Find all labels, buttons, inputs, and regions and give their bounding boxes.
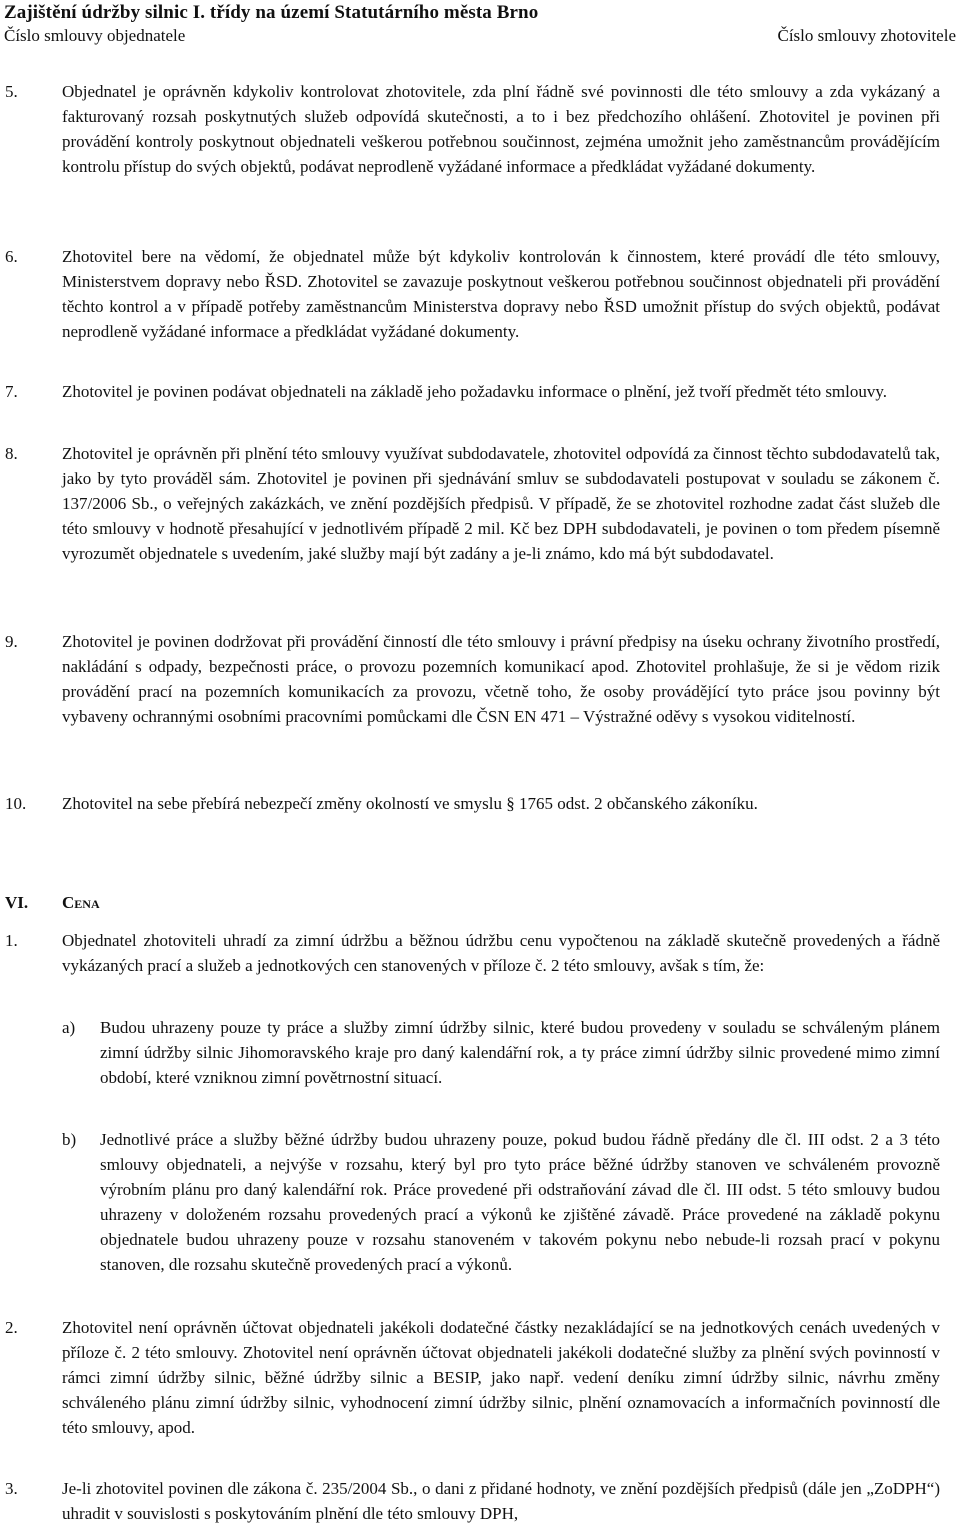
clause-number: 2.	[5, 1318, 18, 1337]
clause-number: 1.	[5, 931, 18, 950]
clause-number: 8.	[5, 444, 18, 463]
clause-text: Je-li zhotovitel povinen dle zákona č. 235/2004 Sb., o dani z přidané hodnoty, ve znění pozdějších předpisů (dále jen „ZoDPH“) uhradit v souvislosti s poskytováním plnění dle této smlouvy DPH,	[62, 1479, 940, 1523]
clause-number: 7.	[5, 382, 18, 401]
clause-text: Zhotovitel je povinen dodržovat při provádění činností dle této smlouvy i právní předpisy na úseku ochrany životního prostředí, nakládání s odpady, bezpečnosti práce, o provozu pozemních komunikací apod. Zhotovitel prohlašuje, že si je vědom rizik provádění prací na pozemních komunikacích za provozu, včetně toho, že osoby provádějící tyto práce jsou povinny být vybaveny ochrannými osobními pracovními pomůckami dle ČSN EN 471 – Výstražné oděvy s vysokou viditelností.	[62, 632, 940, 726]
section-number: VI.	[5, 893, 29, 912]
sub-item-label: b)	[62, 1130, 77, 1149]
section-title: Cena	[62, 893, 100, 912]
sub-item-text: Jednotlivé práce a služby běžné údržby budou uhrazeny pouze, pokud budou řádně předány dle čl. III odst. 2 a 3 této smlouvy objednateli, a nejvýše v rozsahu, který byl pro tyto práce běžné údržby stanoven ve schváleném provozně výrobním plánu pro daný kalendářní rok. Práce provedené při odstraňování závad dle čl. III odst. 5 této smlouvy budou uhrazeny v doloženém rozsahu provedených prací a výkonů ke zjištěné závadě. Práce provedené na základě pokynu objednatele budou uhrazeny pouze v rozsahu stanoveném v takovém pokynu nebo nebude-li rozsah prací v pokynu stanoven, dle rozsahu skutečně provedených prací a výkonů.	[100, 1130, 940, 1274]
client-contract-number-label: Číslo smlouvy objednatele	[4, 26, 186, 45]
clause-number: 5.	[5, 82, 18, 101]
clause-text: Zhotovitel je povinen podávat objednateli na základě jeho požadavku informace o plnění, jež tvoří předmět této smlouvy.	[62, 382, 888, 401]
clause-number: 10.	[5, 794, 27, 813]
document-title: Zajištění údržby silnic I. třídy na území Statutárního města Brno	[4, 2, 539, 23]
clause-text: Objednatel je oprávněn kdykoliv kontrolovat zhotovitele, zda plní řádně své povinnosti dle této smlouvy a zda vykázaný a fakturovaný rozsah poskytnutých služeb odpovídá skutečnosti, a to i bez předchozího ohlášení. Zhotovitel je povinen při provádění kontroly poskytnout objednateli veškerou potřebnou součinnost, zejména umožnit jeho zaměstnancům provádějícím kontrolu přístup do svých objektů, podávat neprodleně vyžádané informace a předkládat vyžádané dokumenty.	[62, 82, 940, 176]
clause-number: 3.	[5, 1479, 18, 1498]
clause-text: Zhotovitel je oprávněn při plnění této smlouvy využívat subdodavatele, zhotovitel odpovídá za činnost těchto subdodavatelů tak, jako by tyto prováděl sám. Zhotovitel je povinen při sjednávání smluv se subdodavateli postupovat v souladu se zákonem č. 137/2006 Sb., o veřejných zakázkách, ve znění pozdějších předpisů. V případě, že se zhotovitel rozhodne zadat část služeb dle této smlouvy v hodnotě přesahující v jednotlivém případě 2 mil. Kč bez DPH subdodavateli, je povinen o tom předem písemně vyrozumět objednatele s uvedením, jaké služby mají být zadány a je-li známo, kdo má být subdodavatel.	[62, 444, 940, 563]
sub-item-label: a)	[62, 1018, 76, 1037]
clause-text: Objednatel zhotoviteli uhradí za zimní údržbu a běžnou údržbu cenu vypočtenou na základě skutečně provedených a řádně vykázaných prací a služeb a jednotkových cen stanovených v příloze č. 2 této smlouvy, avšak s tím, že:	[62, 931, 940, 975]
clause-text: Zhotovitel bere na vědomí, že objednatel může být kdykoliv kontrolován k činnostem, které provádí dle této smlouvy, Ministerstvem dopravy nebo ŘSD. Zhotovitel se zavazuje poskytnout veškerou potřebnou součinnost objednateli při provádění těchto kontrol a v případě potřeby zaměstnancům Ministerstva dopravy nebo ŘSD umožnit přístup do svých objektů, podávat neprodleně vyžádané informace a předkládat vyžádané dokumenty.	[62, 247, 940, 341]
contractor-contract-number-label: Číslo smlouvy zhotovitele	[777, 26, 956, 45]
clause-text: Zhotovitel na sebe přebírá nebezpečí změny okolností ve smyslu § 1765 odst. 2 občanského zákoníku.	[62, 794, 758, 813]
clause-text: Zhotovitel není oprávněn účtovat objednateli jakékoli dodatečné částky nezakládající se na jednotkových cenách uvedených v příloze č. 2 této smlouvy. Zhotovitel není oprávněn účtovat objednateli jakékoli dodatečné služby za plnění svých povinností v rámci zimní údržby silnic, běžné údržby silnic a BESIP, jako např. vedení deníku zimní údržby silnic, návrhu změny schváleného plánu zimní údržby silnic, vyhodnocení zimní údržby silnic, plnění oznamovacích a informačních povinností dle této smlouvy, apod.	[62, 1318, 940, 1437]
clause-number: 6.	[5, 247, 18, 266]
clause-number: 9.	[5, 632, 18, 651]
sub-item-text: Budou uhrazeny pouze ty práce a služby zimní údržby silnic, které budou provedeny v souladu se schváleným plánem zimní údržby silnic Jihomoravského kraje pro daný kalendářní rok, a ty práce zimní údržby silnic provedené mimo zimní období, které vzniknou zimní povětrnostní situací.	[100, 1018, 940, 1087]
